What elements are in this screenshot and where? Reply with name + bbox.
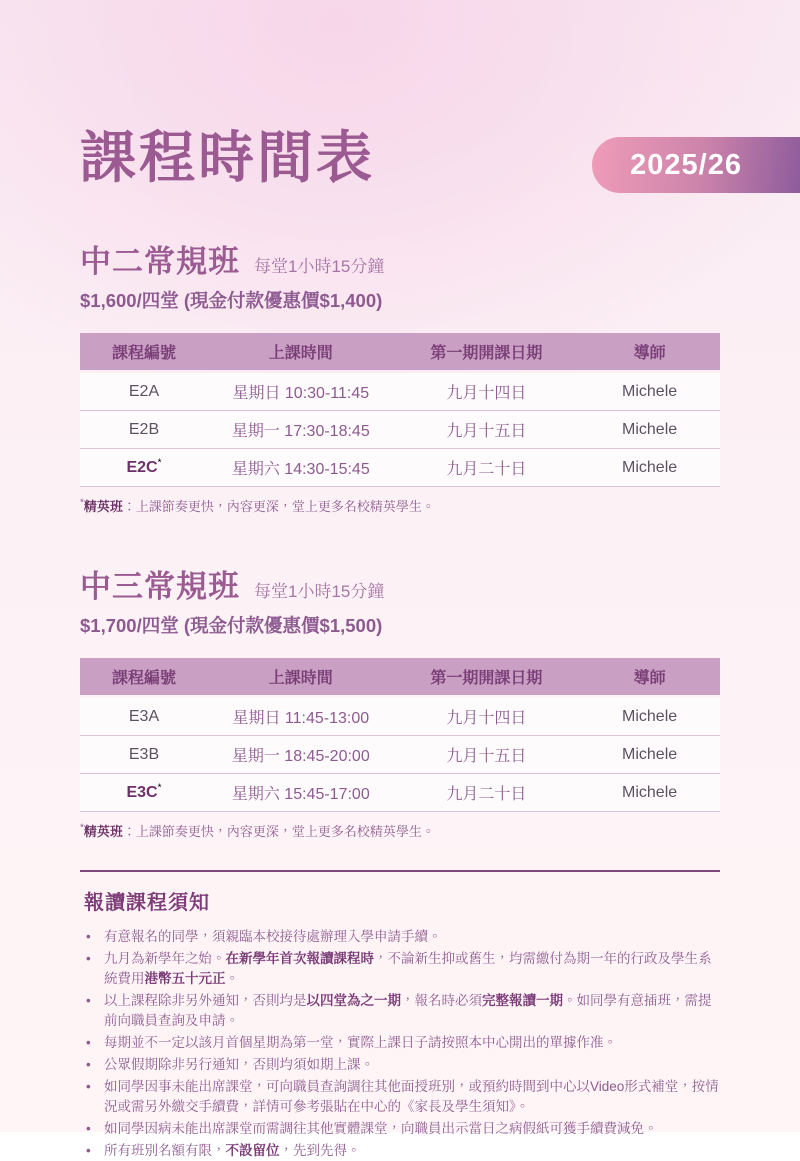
table-row [80, 736, 720, 774]
note-text: 公眾假期除非另行通知，否則均須如期上課。 [104, 1057, 374, 1073]
elite-star-icon: * [157, 457, 162, 469]
elite-star-icon: * [157, 782, 162, 794]
year-badge [592, 137, 800, 193]
note-emphasis: 不設留位 [225, 1143, 280, 1159]
table-header-row [80, 333, 720, 370]
course-title: 中三常規班 [80, 569, 240, 605]
tutor-name: Michele [622, 783, 678, 801]
tutor-name: Michele [622, 745, 678, 763]
table-body [80, 698, 720, 812]
course-code: E3A [128, 707, 160, 725]
tutor-name: Michele [622, 382, 678, 400]
course-duration: 每堂1小時15分鐘 [254, 257, 385, 277]
column-header: 上課時間 [268, 345, 333, 363]
note-emphasis: 在新學年首次報讀課程時 [225, 951, 374, 967]
note-item [80, 927, 720, 947]
note-text: 以上課程除非另外通知，否則均是 [104, 993, 307, 1009]
elite-class-footnote [80, 496, 720, 515]
start-date: 九月十五日 [446, 748, 527, 766]
footnote-label: 精英班 [83, 824, 123, 840]
enrollment-notes [80, 870, 720, 1161]
note-text: ，先到先得。 [279, 1143, 361, 1159]
note-item [80, 1119, 720, 1139]
course-duration: 每堂1小時15分鐘 [254, 582, 385, 602]
tutor-cell [579, 746, 720, 764]
note-text: ，報名時必須 [401, 993, 482, 1009]
column-header: 課程編號 [111, 345, 176, 363]
tutor-cell [579, 421, 720, 439]
course-title: 中二常規班 [80, 244, 240, 280]
course-code: E2C [126, 458, 158, 476]
note-text: 每期並不一定以該月首個星期為第一堂，實際上課日子請按照本中心開出的單據作准。 [104, 1035, 617, 1051]
start-date-cell [394, 456, 580, 479]
note-emphasis: 完整報讀一期 [482, 993, 563, 1009]
footnote-label: 精英班 [83, 499, 123, 515]
class-time: 星期六 14:30-15:45 [231, 461, 370, 479]
tutor-cell [579, 784, 720, 802]
note-text: 有意報名的同學，須親臨本校接待處辦理入學申請手續。 [104, 929, 442, 945]
start-date: 九月十四日 [446, 385, 527, 403]
elite-class-footnote [80, 821, 720, 840]
note-text: 九月為新學年之始。 [104, 951, 226, 967]
start-date: 九月二十日 [446, 786, 527, 804]
tutor-cell [579, 708, 720, 726]
tutor-cell [579, 459, 720, 477]
course-code-cell [80, 383, 208, 401]
note-emphasis: 港幣五十元正 [144, 971, 226, 987]
course-head [80, 236, 720, 281]
column-header: 課程編號 [111, 670, 176, 688]
footnote-text: ：上課節奏更快，內容更深，堂上更多名校精英學生。 [122, 824, 435, 840]
class-time-cell [208, 418, 394, 441]
divider [80, 870, 720, 872]
table-body [80, 373, 720, 487]
note-item [80, 1055, 720, 1075]
note-text: 。如同學有意插班，需提前向職員查詢及申請。 [104, 993, 712, 1029]
table-header-row [80, 658, 720, 695]
class-time: 星期日 10:30-11:45 [232, 385, 370, 403]
note-text: 。 [225, 971, 239, 987]
start-date: 九月十五日 [446, 423, 527, 441]
start-date-cell [394, 781, 580, 804]
class-time: 星期六 15:45-17:00 [231, 786, 370, 804]
course-code-cell [80, 421, 208, 439]
course-section [80, 561, 720, 840]
start-date-cell [394, 705, 580, 728]
course-sections [80, 236, 720, 840]
course-head [80, 561, 720, 606]
class-time-cell [208, 705, 394, 728]
note-emphasis: 以四堂為之一期 [306, 993, 401, 1009]
note-text: 所有班別名額有限， [104, 1143, 226, 1159]
column-header: 上課時間 [268, 670, 333, 688]
note-text: 如同學因病未能出席課堂而需調往其他實體課堂，向職員出示當日之病假紙可獲手續費減免。 [104, 1121, 658, 1137]
notes-heading: 報讀課程須知 [84, 892, 210, 915]
course-code: E2B [128, 420, 160, 438]
bullet-icon: • [86, 1035, 91, 1051]
class-time-cell [208, 781, 394, 804]
start-date: 九月十四日 [446, 710, 527, 728]
note-text: ，不論新生抑或舊生，均需繳付為期一年的行政及學生系統費用 [104, 951, 712, 987]
elite-star-icon: * [80, 498, 84, 510]
column-header: 第一期開課日期 [430, 345, 543, 363]
footnote-text: ：上課節奏更快，內容更深，堂上更多名校精英學生。 [122, 499, 435, 515]
bullet-icon: • [86, 1143, 91, 1159]
table-row [80, 698, 720, 736]
bullet-icon: • [86, 1057, 91, 1073]
note-item [80, 949, 720, 989]
note-item [80, 1077, 720, 1117]
column-header: 導師 [633, 670, 666, 688]
bullet-icon: • [86, 951, 91, 967]
bullet-icon: • [86, 929, 91, 945]
course-code-cell [80, 708, 208, 726]
tutor-cell [579, 383, 720, 401]
course-code: E3C [126, 783, 158, 801]
course-code-cell [80, 459, 208, 477]
header [80, 0, 742, 190]
elite-star-icon: * [80, 823, 84, 835]
class-time-cell [208, 456, 394, 479]
class-time-cell [208, 380, 394, 403]
note-item [80, 1033, 720, 1053]
course-section [80, 236, 720, 515]
table-row [80, 411, 720, 449]
start-date: 九月二十日 [446, 461, 527, 479]
class-time-cell [208, 743, 394, 766]
class-time: 星期一 17:30-18:45 [231, 423, 370, 441]
column-header: 第一期開課日期 [430, 670, 543, 688]
course-price: $1,600/四堂 (現金付款優惠價$1,400) [80, 290, 383, 312]
table-row [80, 373, 720, 411]
note-item [80, 991, 720, 1031]
table-row [80, 449, 720, 487]
course-code: E2A [128, 382, 160, 400]
start-date-cell [394, 743, 580, 766]
course-price: $1,700/四堂 (現金付款優惠價$1,500) [80, 615, 383, 637]
notes-list [80, 927, 720, 1161]
bullet-icon: • [86, 993, 91, 1009]
course-code: E3B [128, 745, 160, 763]
course-code-cell [80, 784, 208, 802]
tutor-name: Michele [622, 420, 678, 438]
page-title: 課程時間表 [80, 126, 375, 189]
start-date-cell [394, 380, 580, 403]
note-item [80, 1141, 720, 1161]
class-time: 星期日 11:45-13:00 [232, 710, 370, 728]
class-time: 星期一 18:45-20:00 [231, 748, 370, 766]
course-table [80, 658, 720, 812]
start-date-cell [394, 418, 580, 441]
note-text: 如同學因事未能出席課堂，可向職員查詢調往其他面授班別，或預約時間到中心以Video形式補堂，按情況或需另外繳交手續費，詳情可參考張貼在中心的《家長及學生須知》。 [104, 1079, 719, 1115]
course-code-cell [80, 746, 208, 764]
tutor-name: Michele [622, 707, 678, 725]
course-table [80, 333, 720, 487]
bullet-icon: • [86, 1079, 91, 1095]
column-header: 導師 [633, 345, 666, 363]
table-row [80, 774, 720, 812]
year-badge-label: 2025/26 [630, 148, 742, 181]
bullet-icon: • [86, 1121, 91, 1137]
tutor-name: Michele [622, 458, 678, 476]
